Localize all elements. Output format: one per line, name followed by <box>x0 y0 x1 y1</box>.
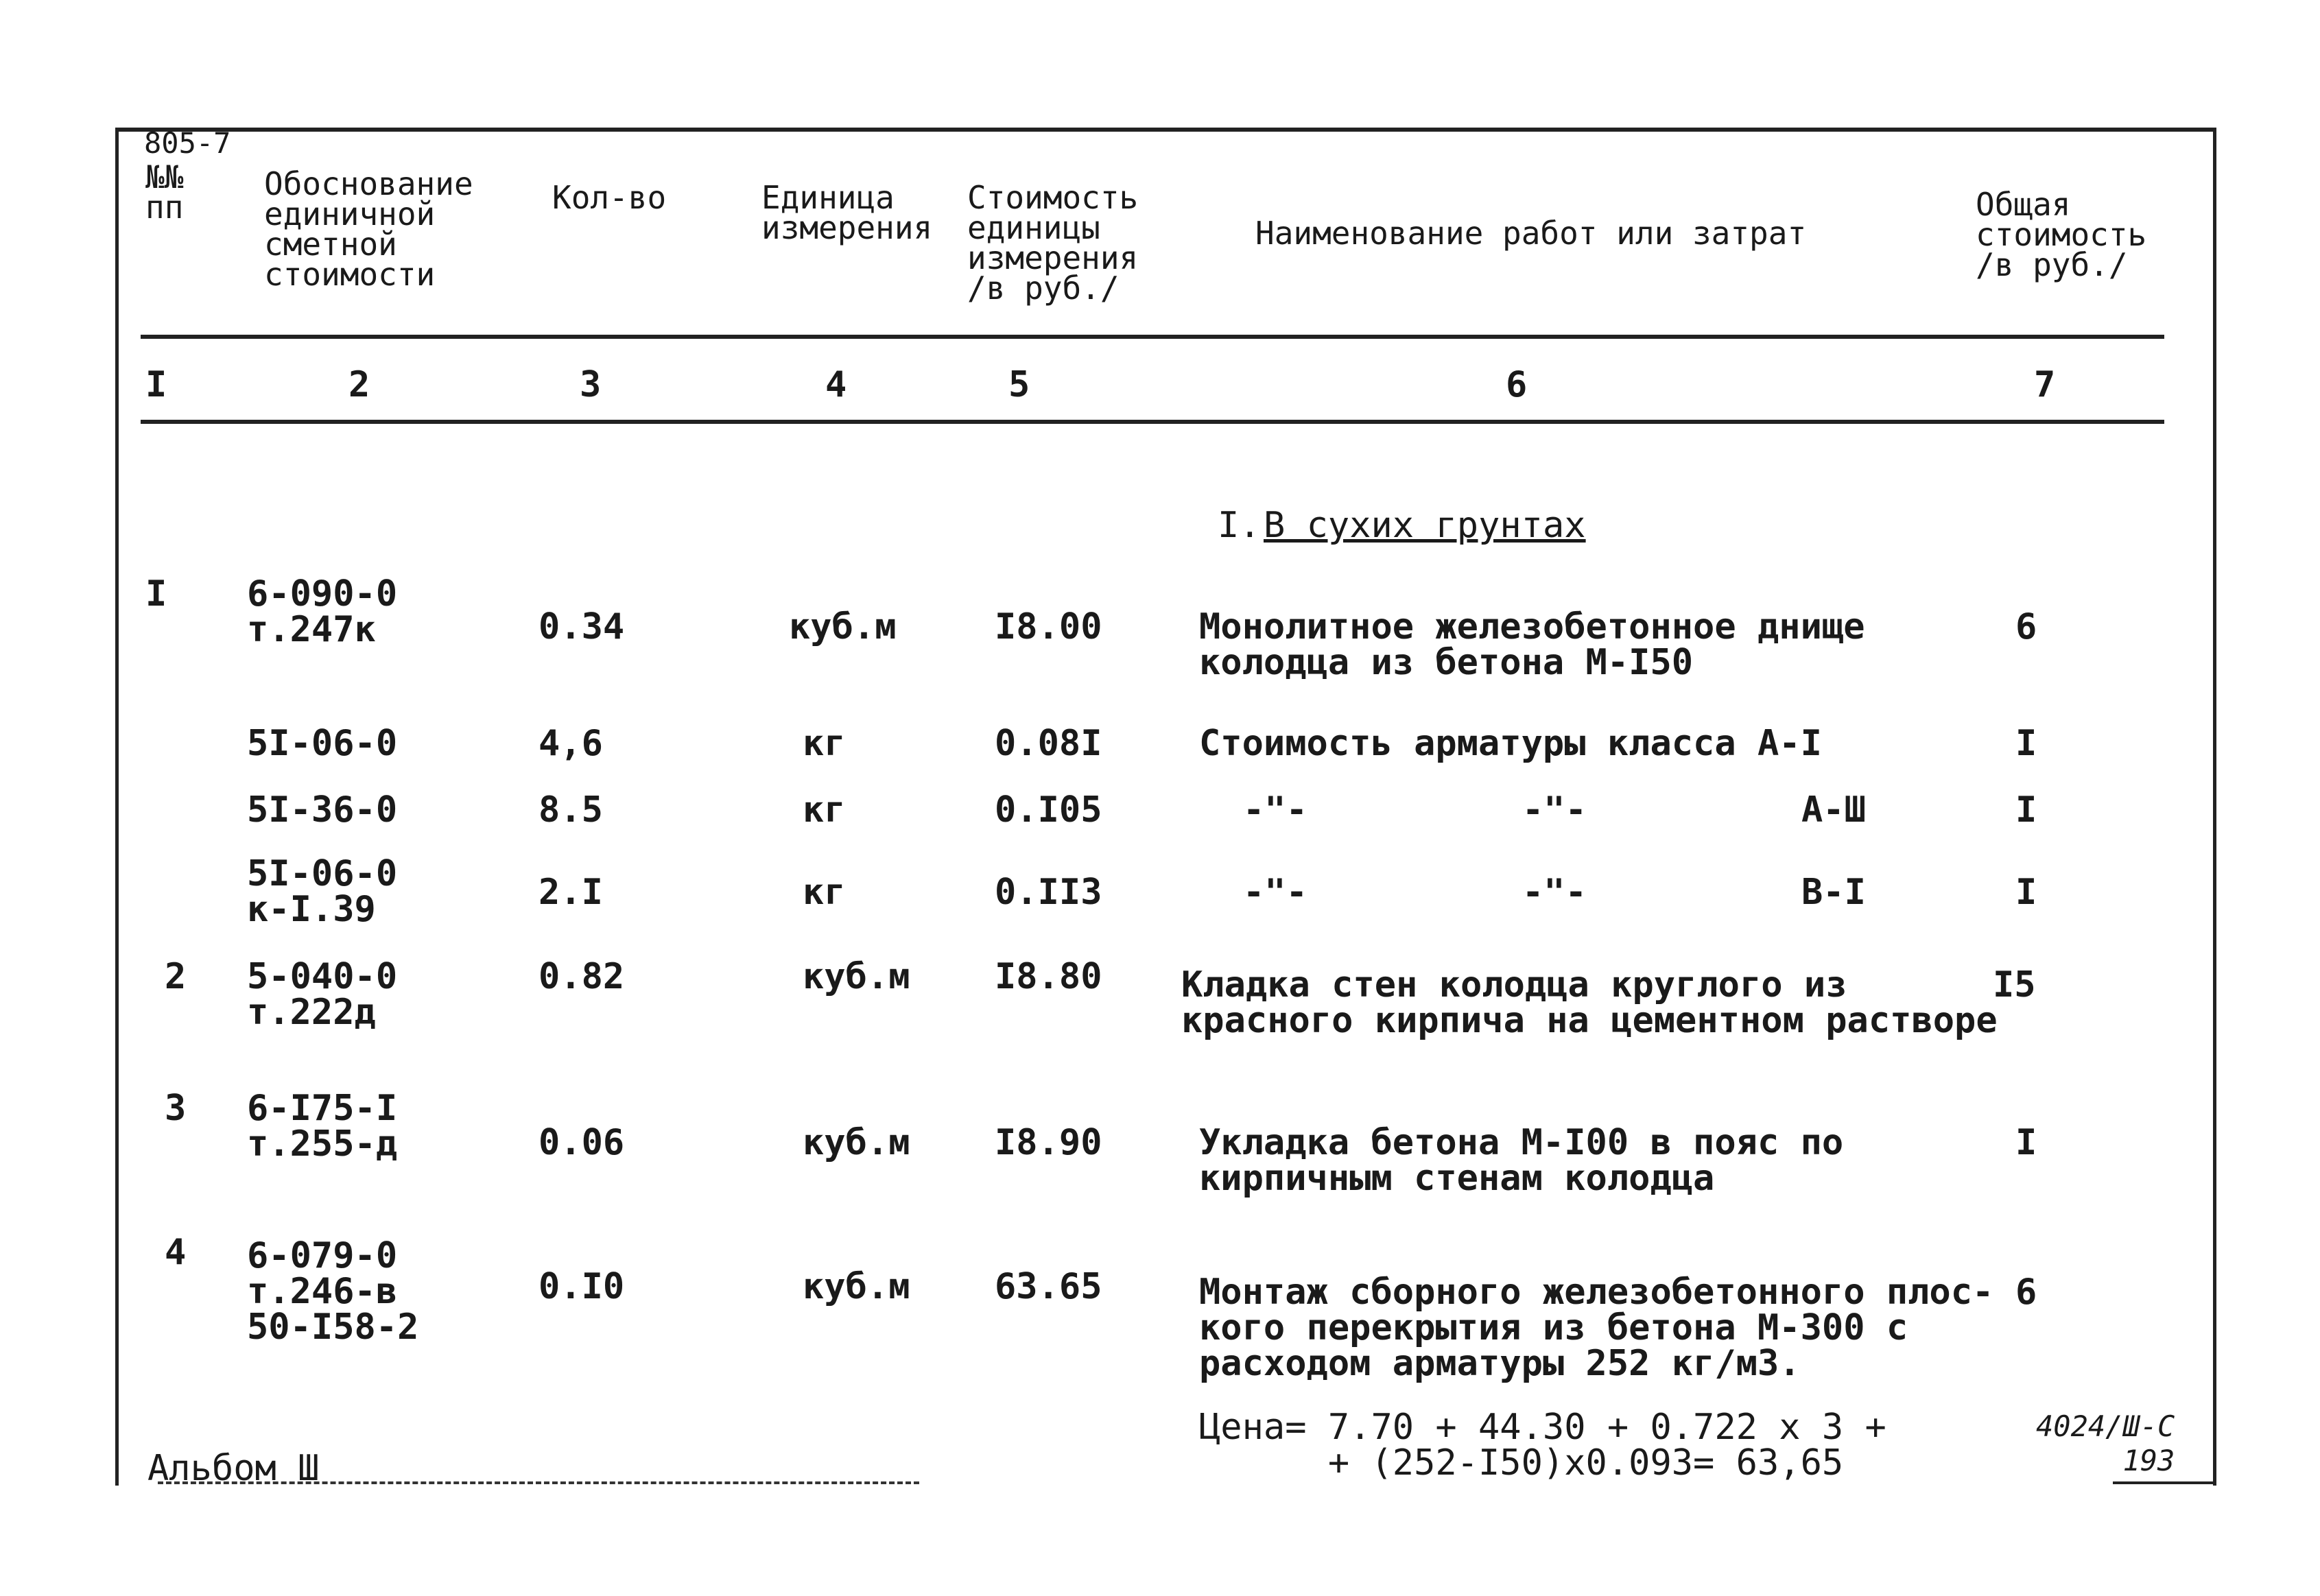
row1b-total: I <box>2015 789 2037 831</box>
row4-work-name: Монтаж сборного железобетонного плос- кого перекрытия из бетона М-300 с расходом арматуры 252 кг/м3. <box>1199 1272 1994 1384</box>
row1c-total: I <box>2015 872 2037 913</box>
row1-quantity: 0.34 <box>538 606 625 647</box>
frame-left-border <box>115 128 119 1486</box>
frame-right-border <box>2213 128 2216 1486</box>
row1b-unit: кг <box>803 789 846 831</box>
row1b-work-name: -"- -"- А-Ш <box>1243 789 1866 831</box>
row1b-code: 5I-36-0 <box>247 789 398 831</box>
row2-number: 2 <box>165 956 187 997</box>
document-number: 805-7 <box>144 126 231 160</box>
header-row-number: №№ пп <box>145 158 184 226</box>
row1c-price: 0.II3 <box>995 872 1102 913</box>
row2-quantity: 0.82 <box>538 956 625 997</box>
col-number-7: 7 <box>2034 364 2056 405</box>
row3-code: 6-I75-I т.255-д <box>247 1088 398 1165</box>
frame-top-border <box>117 128 2216 132</box>
row1a-total: I <box>2015 723 2037 764</box>
row1a-price: 0.08I <box>995 723 1102 764</box>
col-number-6: 6 <box>1506 364 1528 405</box>
col-number-1: I <box>145 364 167 405</box>
col-number-3: 3 <box>580 364 602 405</box>
row3-price: I8.90 <box>995 1122 1102 1163</box>
price-formula: Цена= 7.70 + 44.30 + 0.722 х 3 + + (252-I50)х0.093= 63,65 <box>1199 1407 1886 1484</box>
row3-work-name: Укладка бетона М-I00 в пояс по кирпичным стенам колодца <box>1199 1122 1844 1199</box>
row1-unit: куб.м <box>789 606 897 647</box>
footer-album-label: Альбом Ш <box>147 1448 320 1489</box>
footer-sheet-number: 4024/Ш-С 193 <box>2036 1409 2175 1477</box>
row1c-unit: кг <box>803 872 846 913</box>
row1a-work-name: Стоимость арматуры класса А-I <box>1199 723 1822 764</box>
header-unit: Единица измерения <box>761 179 933 246</box>
row2-unit: куб.м <box>803 956 910 997</box>
row4-total: 6 <box>2015 1272 2037 1313</box>
section-number: I. <box>1218 505 1261 546</box>
row2-price: I8.80 <box>995 956 1102 997</box>
row1-work-name: Монолитное железобетонное днище колодца из бетона М-I50 <box>1199 606 1865 683</box>
header-unit-price: Стоимость единицы измерения /в руб./ <box>967 179 1139 307</box>
row4-price: 63.65 <box>995 1266 1102 1307</box>
row3-number: 3 <box>165 1088 187 1129</box>
row3-unit: куб.м <box>803 1122 910 1163</box>
row2-code: 5-040-0 т.222д <box>247 956 398 1033</box>
col-number-4: 4 <box>825 364 847 405</box>
row1a-unit: кг <box>803 723 846 764</box>
row4-code: 6-079-0 т.246-в 50-I58-2 <box>247 1235 419 1348</box>
header-total: Общая стоимость /в руб./ <box>1976 186 2147 283</box>
header-divider <box>141 335 2164 339</box>
header-justification: Обоснование единичной сметной стоимости <box>264 165 473 293</box>
row3-total: I <box>2015 1122 2037 1163</box>
row2-total: I5 <box>1993 964 2036 1005</box>
row1-number: I <box>145 573 167 615</box>
section-title: В сухих грунтах <box>1264 505 1586 546</box>
row4-quantity: 0.I0 <box>538 1266 625 1307</box>
row1c-work-name: -"- -"- В-I <box>1243 872 1866 913</box>
row2-work-name: Кладка стен колодца круглого из красного кирпича на цементном растворе <box>1181 964 1998 1041</box>
row1a-quantity: 4,6 <box>538 723 603 764</box>
row1c-code: 5I-06-0 к-I.39 <box>247 853 398 930</box>
header-quantity: Кол-во <box>552 179 667 216</box>
row1c-quantity: 2.I <box>538 872 603 913</box>
row4-number: 4 <box>165 1232 187 1273</box>
row1-price: I8.00 <box>995 606 1102 647</box>
column-numbers-divider <box>141 420 2164 424</box>
header-work-name: Наименование работ или затрат <box>1255 215 1807 252</box>
row1a-code: 5I-06-0 <box>247 723 398 764</box>
footer-right-underline <box>2113 1481 2216 1484</box>
row1-code: 6-090-0 т.247к <box>247 573 398 650</box>
row3-quantity: 0.06 <box>538 1122 625 1163</box>
row1b-price: 0.I05 <box>995 789 1102 831</box>
row1-total: 6 <box>2015 606 2037 647</box>
col-number-5: 5 <box>1008 364 1030 405</box>
row1b-quantity: 8.5 <box>538 789 603 831</box>
col-number-2: 2 <box>348 364 370 405</box>
row4-unit: куб.м <box>803 1266 910 1307</box>
